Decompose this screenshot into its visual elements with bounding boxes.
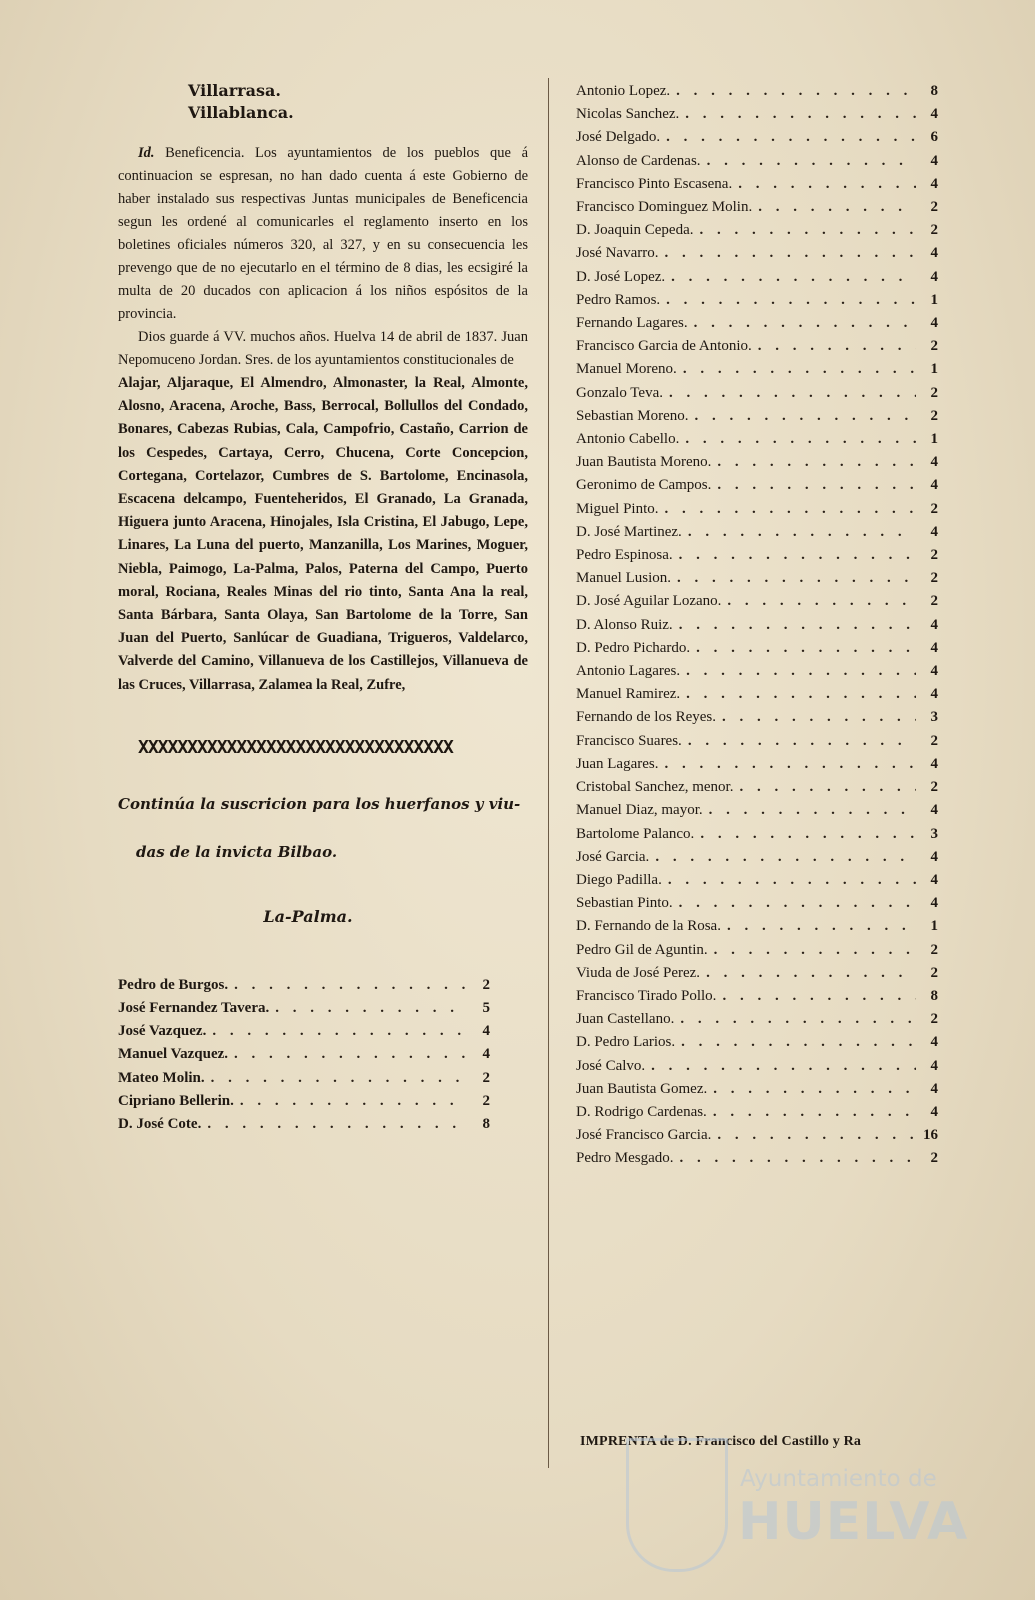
donor-name: José Fernandez Tavera. [118,1000,270,1017]
donation-amount: 4 [482,1023,490,1040]
leader-dots [717,1124,916,1147]
subscription-line-2: das de la invicta Bilbao. [136,842,338,861]
donor-name: Cristobal Sanchez, menor. [576,779,734,796]
list-item [576,1124,938,1147]
signoff-paragraph: Dios guarde á VV. muchos años. Huelva 14 de abril de 1837. Juan Nepomuceno Jordan. Sres. de los ayuntamientos constitucionales de [118,329,528,368]
leader-dots [680,1147,917,1170]
heading-1: Villarrasa. [188,81,281,100]
list-item [576,962,938,985]
list-item [576,521,938,544]
list-item [576,405,938,428]
leader-dots [207,1113,468,1136]
donation-amount: 2 [930,222,938,239]
leader-dots [758,196,916,219]
leader-dots [722,706,916,729]
donor-name: Manuel Diaz, mayor. [576,802,703,819]
leader-dots [700,823,916,846]
donation-amount: 6 [930,129,938,146]
donation-amount: 4 [930,616,938,633]
donor-name: Antonio Lopez. [576,83,671,99]
list-item [576,358,938,381]
donor-name: Pedro Gil de Aguntin. [576,941,708,958]
subscription-line-1: Continúa la suscricion para los huerfanos y viu- [118,794,521,813]
donor-name: D. José Cote. [118,1116,202,1133]
donation-amount: 4 [930,454,938,471]
list-item [576,126,938,149]
leader-dots [679,892,916,915]
donor-name: Cipriano Bellerin. [118,1092,234,1109]
donation-amount: 2 [930,547,938,564]
list-item [576,915,938,938]
leader-dots [685,428,916,451]
leader-dots [275,997,468,1020]
donor-name: D. Rodrigo Cardenas. [576,1103,707,1120]
heading-2: Villablanca. [188,103,294,122]
donor-name: Fernando Lagares. [576,315,688,332]
leader-dots [655,846,916,869]
donor-name: D. Joaquin Cepeda. [576,222,694,239]
donation-amount: 2 [482,1069,490,1086]
leader-dots [694,405,916,428]
donation-amount: 2 [930,199,938,216]
leader-dots [671,266,916,289]
donor-name: Mateo Molin. [118,1069,205,1086]
donor-name: Bartolome Palanco. [576,825,695,842]
list-item [576,706,938,729]
donor-name: Manuel Vazquez. [118,1046,229,1063]
coat-of-arms-icon [626,1438,728,1572]
list-item [576,219,938,242]
column-divider [548,78,549,1468]
notice-lead: Id. [138,145,155,161]
donation-amount: 2 [930,732,938,749]
leader-dots [717,474,916,497]
donor-name: Gonzalo Teva. [576,384,663,401]
towns-list: Alajar, Aljaraque, El Almendro, Almonaster, la Real, Almonte, Alosno, Aracena, Aroche, Bass, Berrocal, Bollullos del Condado, Bonares, Cabezas Rubias, Cala, Campofrio, Castaño, Carrion de los Cespedes, Cartaya, Cerro, Chucena, Corte Concepcion, Cortegana, Cortelazor, Cumbres de S. Bartolome, Encinasola, Escacena delcampo, Fuenteheridos, El Granado, La Granada, Higuera junto Aracena, Hinojales, Isla Cristina, El Jabugo, Lepe, Linares, La Luna del puerto, Manzanilla, Los Marines, Moguer, Niebla, Paimogo, La-Palma, Palos, Paterna del Campo, Puerto moral, Rociana, Reales Minas del rio tinto, Santa Ana la real, Santa Bárbara, Santa Olaya, San Bartolome de la Torre, San Juan del Puerto, Sanlúcar de Guadiana, Trigueros, Valdelarco, Valverde del Camino, Villanueva de los Castillejos, Villanueva de las Cruces, Villarrasa, Zalamea la Real, Zufre, [118,375,528,693]
list-item [576,985,938,1008]
list-item [576,150,938,173]
list-item [576,312,938,335]
donor-name: D. José Martinez. [576,523,682,540]
donation-amount: 1 [930,431,938,448]
list-item [576,382,938,405]
leader-dots [722,985,916,1008]
donor-name: José Vazquez. [118,1023,207,1040]
donor-name: Pedro Ramos. [576,291,661,308]
donation-amount: 2 [482,1092,490,1109]
leader-dots [686,683,916,706]
watermark-line-2: HUELVA [738,1492,969,1552]
donation-amount: 4 [930,523,938,540]
list-item [576,753,938,776]
donation-amount: 4 [930,268,938,285]
donor-name: Juan Castellano. [576,1011,675,1028]
list-item [118,974,490,997]
donor-name: Sebastian Pinto. [576,895,673,912]
list-item [576,80,938,103]
donation-amount: 4 [930,152,938,169]
list-item [576,567,938,590]
donation-amount: 4 [930,848,938,865]
list-item [576,1078,938,1101]
notice-paragraph [118,142,528,326]
leader-dots [696,637,916,660]
donor-name: D. José Aguilar Lozano. [576,593,722,610]
notice-body: Beneficencia. Los ayuntamientos de los pueblos que á continuacion se espresan, no han dado cuenta á este Gobierno de haber instalado sus respectivas Juntas municipales de Beneficencia segun les ordené al comunicarles el reglamento inserto en los boletines oficiales números 320, al 327, y en su consecuencia les prevengo que de no ejecutarlo en el término de 8 dias, les ecsigiré la multa de 20 ducados con aplicacion á los niños espósitos de la provincia. [118,145,529,322]
donation-amount: 2 [930,964,938,981]
list-item [576,590,938,613]
donation-amount: 4 [930,686,938,703]
list-item [576,823,938,846]
donor-name: Sebastian Moreno. [576,407,689,424]
leader-dots [666,289,916,312]
leader-dots [709,799,916,822]
donation-amount: 4 [930,477,938,494]
donor-name: Francisco Garcia de Antonio. [576,338,752,355]
donor-name: Nicolas Sanchez. [576,106,680,123]
donation-amount: 2 [930,407,938,424]
donation-amount: 4 [930,755,938,772]
donor-name: Pedro Espinosa. [576,547,673,564]
leader-dots [666,126,916,149]
list-item [118,1043,490,1066]
place-heading: La-Palma. [263,906,353,926]
donor-name: Antonio Cabello. [576,431,680,448]
donation-amount: 2 [930,570,938,587]
watermark [612,1428,972,1578]
donor-name: Juan Lagares. [576,755,659,772]
list-item [576,266,938,289]
donation-amount: 8 [930,83,938,99]
list-item [576,289,938,312]
donor-name: D. José Lopez. [576,268,666,285]
donor-name: Francisco Dominguez Molin. [576,199,753,216]
leader-dots [688,521,916,544]
subscription-heading [118,793,528,863]
donation-amount: 4 [482,1046,490,1063]
donor-name: D. Alonso Ruiz. [576,616,673,633]
donation-amount: 4 [930,1034,938,1051]
donor-name: Fernando de los Reyes. [576,709,716,726]
left-column [118,80,528,1136]
donor-name: D. Pedro Larios. [576,1034,676,1051]
donation-amount: 4 [930,663,938,680]
leader-dots [685,103,916,126]
leader-dots [234,1043,468,1066]
donation-amount: 16 [923,1127,938,1144]
donor-name: Geronimo de Campos. [576,477,712,494]
donation-amount: 4 [930,639,938,656]
donor-name: D. Fernando de la Rosa. [576,918,721,935]
donor-name: Francisco Suares. [576,732,682,749]
list-item [576,1008,938,1031]
leader-dots [683,358,916,381]
donor-name: José Francisco Garcia. [576,1127,712,1144]
list-item [576,1031,938,1054]
list-item [576,892,938,915]
donor-name: Juan Bautista Gomez. [576,1080,708,1097]
donation-amount: 4 [930,895,938,912]
donor-name: Alonso de Cardenas. [576,152,701,169]
donation-amount: 8 [482,1116,490,1133]
donor-name: José Delgado. [576,129,661,146]
leader-dots [669,382,916,405]
list-item [576,335,938,358]
list-item [576,1101,938,1124]
donor-name: Juan Bautista Moreno. [576,454,712,471]
donor-name: Miguel Pinto. [576,500,659,517]
leader-dots [714,939,916,962]
leader-dots [717,451,916,474]
leader-dots [738,173,916,196]
donor-name: Francisco Tirado Pollo. [576,987,717,1004]
leader-dots [679,614,916,637]
donor-name: Pedro de Burgos. [118,976,229,993]
donation-amount: 4 [930,245,938,262]
donation-amount: 8 [930,987,938,1004]
donor-name: Manuel Moreno. [576,361,677,378]
list-item [576,614,938,637]
leader-dots [676,80,916,103]
donor-name: Diego Padilla. [576,871,662,888]
donor-name: D. Pedro Pichardo. [576,639,691,656]
list-item [576,474,938,497]
list-item [576,869,938,892]
leader-dots [699,219,916,242]
leader-dots [681,1031,916,1054]
donation-amount: 2 [482,976,490,993]
donor-name: Manuel Lusion. [576,570,671,587]
leader-dots [713,1101,916,1124]
list-item [576,939,938,962]
leader-dots [686,660,916,683]
leader-dots [665,498,916,521]
donation-amount: 1 [930,918,938,935]
donation-amount: 2 [930,1011,938,1028]
donor-name: Manuel Ramirez. [576,686,681,703]
leader-dots [651,1055,916,1078]
leader-dots [758,335,916,358]
donation-amount: 2 [930,500,938,517]
list-item [576,660,938,683]
leader-dots [679,544,916,567]
list-item [576,242,938,265]
list-item [576,103,938,126]
donation-amount: 2 [930,1150,938,1167]
donation-amount: 4 [930,802,938,819]
leader-dots [680,1008,916,1031]
leader-dots [664,753,916,776]
donor-name: José Navarro. [576,245,659,262]
donor-name: Pedro Mesgado. [576,1150,674,1167]
right-column [576,80,956,1171]
leader-dots [694,312,916,335]
donation-amount: 4 [930,175,938,192]
leader-dots [668,869,916,892]
list-item [576,776,938,799]
list-item [576,498,938,521]
donation-amount: 5 [482,1000,490,1017]
leader-dots [212,1020,468,1043]
leader-dots [688,730,916,753]
right-donor-list [576,80,938,1171]
donation-amount: 3 [930,709,938,726]
leader-dots [211,1067,468,1090]
list-item [576,1055,938,1078]
leader-dots [234,974,468,997]
donor-name: Viuda de José Perez. [576,964,701,981]
leader-dots [664,242,916,265]
donation-amount: 2 [930,338,938,355]
list-item [118,1113,490,1136]
donor-name: José Calvo. [576,1057,646,1074]
donation-amount: 2 [930,593,938,610]
donation-amount: 2 [930,941,938,958]
ornament-rule: XXXXXXXXXXXXXXXXXXXXXXXXXXXXXXXX [138,736,453,758]
donation-amount: 4 [930,871,938,888]
list-item [118,997,490,1020]
donation-amount: 1 [930,361,938,378]
list-item [576,799,938,822]
leader-dots [240,1090,468,1113]
donation-amount: 4 [930,1103,938,1120]
leader-dots [706,962,916,985]
donation-amount: 3 [930,825,938,842]
list-item [576,730,938,753]
donor-name: Antonio Lagares. [576,663,681,680]
leader-dots [713,1078,916,1101]
donor-name: Francisco Pinto Escasena. [576,175,733,192]
left-donor-list [118,974,490,1136]
list-item [576,173,938,196]
list-item [576,451,938,474]
list-item [576,544,938,567]
list-item [576,683,938,706]
leader-dots [727,590,916,613]
watermark-line-1: Ayuntamiento de [740,1466,937,1492]
donation-amount: 4 [930,1057,938,1074]
list-item [118,1020,490,1043]
list-item [576,1147,938,1170]
imprint-line: IMPRENTA de D. Francisco del Castillo y Ra [580,1434,862,1449]
donation-amount: 1 [930,291,938,308]
leader-dots [739,776,916,799]
leader-dots [727,915,916,938]
list-item [576,846,938,869]
list-item [576,196,938,219]
donation-amount: 4 [930,1080,938,1097]
leader-dots [707,150,916,173]
list-item [576,637,938,660]
list-item [118,1090,490,1113]
donation-amount: 2 [930,779,938,796]
donation-amount: 2 [930,384,938,401]
leader-dots [677,567,916,590]
donation-amount: 4 [930,106,938,123]
list-item [118,1067,490,1090]
donor-name: José Garcia. [576,848,650,865]
list-item [576,428,938,451]
donation-amount: 4 [930,315,938,332]
